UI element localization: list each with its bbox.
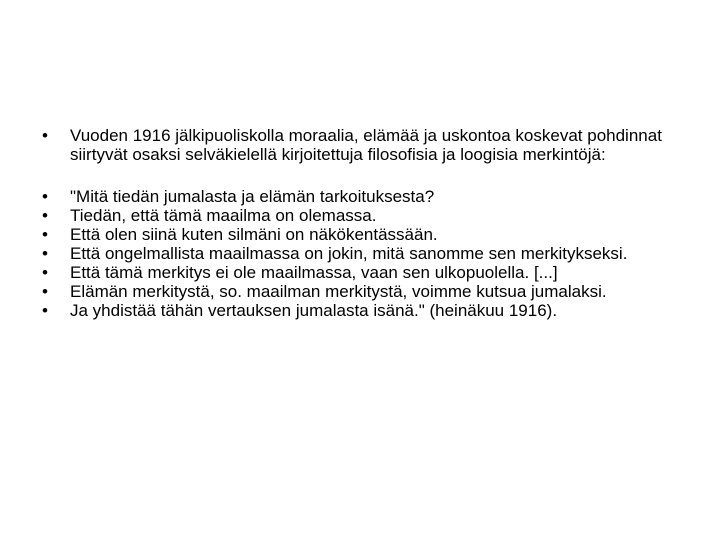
list-item bbox=[40, 282, 680, 301]
list-item bbox=[40, 244, 680, 263]
bullet-icon: • bbox=[42, 244, 48, 263]
list-item-text: Että ongelmallista maailmassa on jokin, mitä sanomme sen merkitykseksi. bbox=[70, 244, 628, 263]
list-item-text: Ja yhdistää tähän vertauksen jumalasta isänä." (heinäkuu 1916). bbox=[70, 301, 558, 320]
bullet-icon: • bbox=[42, 225, 48, 244]
list-item bbox=[40, 206, 680, 225]
list-item-text: Että olen siinä kuten silmäni on näkökentässään. bbox=[70, 225, 438, 244]
list-item-text: Elämän merkitystä, so. maailman merkitystä, voimme kutsua jumalaksi. bbox=[70, 282, 607, 301]
list-item bbox=[40, 187, 680, 206]
list-item-text: Että tämä merkitys ei ole maailmassa, vaan sen ulkopuolella. [...] bbox=[70, 263, 558, 282]
bullet-icon: • bbox=[42, 301, 48, 320]
bullet-icon: • bbox=[42, 282, 48, 301]
list-item bbox=[40, 301, 680, 320]
bullet-list bbox=[40, 126, 680, 320]
list-item-text: Tiedän, että tämä maailma on olemassa. bbox=[70, 206, 377, 225]
bullet-icon: • bbox=[42, 263, 48, 282]
list-item-text: "Mitä tiedän jumalasta ja elämän tarkoituksesta? bbox=[70, 187, 435, 206]
list-item bbox=[40, 263, 680, 282]
list-item bbox=[40, 126, 680, 164]
bullet-icon: • bbox=[42, 206, 48, 225]
bullet-icon: • bbox=[42, 126, 48, 145]
list-item-text: Vuoden 1916 jälkipuoliskolla moraalia, elämää ja uskontoa koskevat pohdinnat siirtyvät osaksi selväkielellä kirjoitettuja filosofisia ja loogisia merkintöjä: bbox=[70, 126, 662, 164]
bullet-icon: • bbox=[42, 187, 48, 206]
list-item bbox=[40, 225, 680, 244]
